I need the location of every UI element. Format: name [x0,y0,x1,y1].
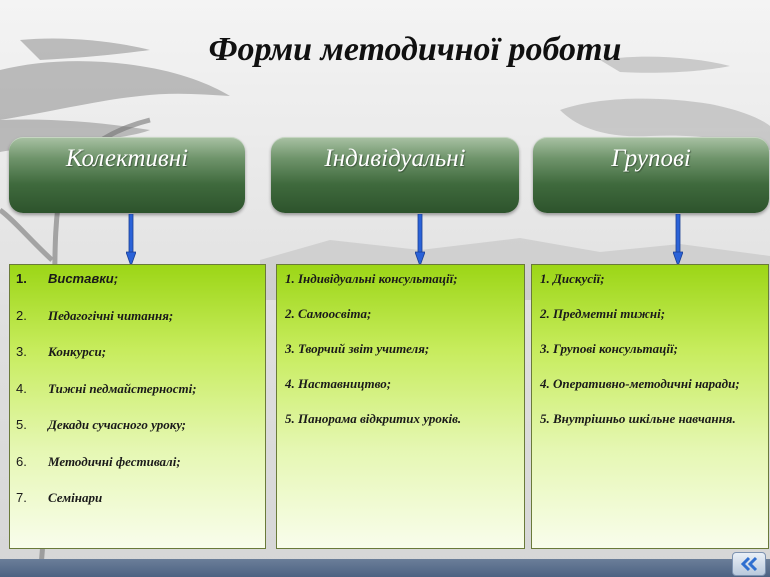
double-chevron-left-icon [738,556,760,572]
individual-list [277,265,524,427]
arrow-down-icon [673,214,683,266]
list-item: 2. Предметні тижні; [540,306,666,321]
item-number: 7. [16,490,27,505]
list-item [16,271,259,308]
item-text: Методичні фестивалі; [48,453,181,469]
collective-list [10,265,265,527]
list-item [16,308,259,345]
list-item [16,417,259,454]
item-text: Семінари [48,490,103,505]
collective-list-box [9,264,266,549]
header-collective: Колективні [9,137,245,213]
item-text: Педагогічні читання; [48,307,174,323]
item-text: Тижні педмайстерності; [48,380,197,396]
group-list [532,265,768,427]
list-item [16,454,259,491]
item-number: 3. [16,344,27,359]
list-item: 1. Індивідуальні консультації; [285,271,458,286]
item-text: Конкурси; [48,344,107,359]
list-item [16,381,259,418]
item-number: 1. [16,271,27,286]
footer-bar [0,559,770,577]
header-group: Групові [533,137,769,213]
list-item: 3. Творчий звіт учителя; [285,341,430,356]
list-item: 5. Внутрішньо шкільне навчання. [540,411,736,426]
item-text: Декади сучасного уроку; [48,417,186,432]
page-title: Форми методичної роботи [208,31,622,68]
list-item: 4. Оперативно-методичні наради; [540,376,740,391]
list-item: 3. Групові консультації; [540,341,678,356]
arrow-down-icon [415,214,425,266]
item-number: 5. [16,417,27,432]
list-item [16,490,259,527]
individual-list-box [276,264,525,549]
list-item: 5. Панорама відкритих уроків. [285,411,462,426]
header-individual: Індивідуальні [271,137,519,213]
nav-back-button[interactable] [732,552,766,576]
item-text: Виставки; [48,271,119,286]
item-number: 2. [16,307,27,323]
arrow-down-icon [126,214,136,266]
item-number: 6. [16,453,27,469]
group-list-box [531,264,769,549]
list-item: 4. Наставництво; [285,376,392,391]
item-number: 4. [16,380,27,396]
list-item [16,344,259,381]
list-item: 2. Самоосвіта; [285,306,372,321]
list-item: 1. Дискусії; [540,271,605,286]
